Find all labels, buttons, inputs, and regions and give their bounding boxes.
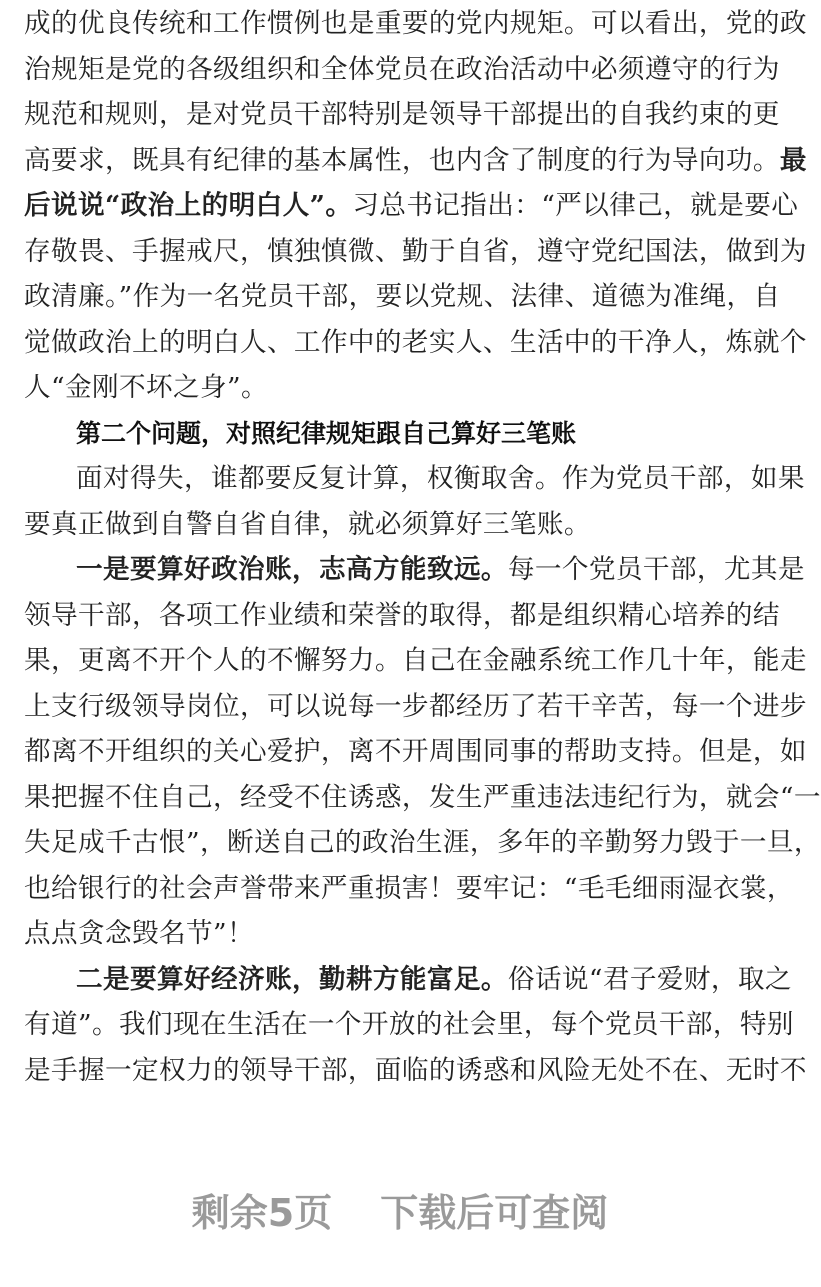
text-line — [76, 546, 805, 594]
text-segment: 是手握一定权力的领导干部，面临的诱惑和风险无处不在、无时不 — [24, 1054, 807, 1086]
text-segment: 每一个党员干部，尤其是 — [507, 554, 805, 585]
text-segment: 人“金刚不坏之身”。 — [24, 372, 268, 403]
text-line — [24, 319, 807, 367]
text-segment: 治规矩是党的各级组织和全体党员在政治活动中必须遵守的行为 — [24, 53, 780, 85]
text-segment: 高要求，既具有纪律的基本属性，也内含了制度的行为导向功。 — [24, 144, 780, 176]
text-line — [24, 91, 780, 139]
text-line — [24, 0, 807, 48]
text-segment: 都离不开组织的关心爱护，离不开周围同事的帮助支持。但是，如 — [24, 736, 807, 767]
bold-text-segment: 第二个问题，对照纪律规矩跟自己算好三笔账 — [76, 418, 577, 448]
text-line — [24, 46, 780, 94]
text-segment: 政清廉。”作为一名党员干部，要以党规、法律、道德为准绳，自 — [24, 281, 781, 312]
text-line — [24, 501, 776, 549]
text-segment: 也给银行的社会声誉带来严重损害！要牢记：“毛毛细雨湿衣裳， — [24, 872, 794, 904]
text-line — [24, 728, 807, 776]
text-segment: 失足成千古恨”，断送自己的政治生涯，多年的辛勤努力毁于一旦， — [24, 827, 821, 858]
bold-text-segment: 一是要算好政治账，志高方能致远。 — [76, 554, 508, 585]
text-segment: 果，更离不开个人的不懈努力。自己在金融系统工作几十年，能走 — [24, 645, 807, 676]
text-line — [24, 637, 807, 685]
text-line — [24, 1047, 807, 1095]
text-line — [24, 182, 799, 230]
text-line — [24, 273, 781, 321]
bold-text-segment: 二是要算好经济账，勤耕方能富足。 — [76, 963, 508, 995]
text-segment: 觉做政治上的明白人、工作中的老实人、生活中的干净人，炼就个 — [24, 326, 807, 358]
section-heading — [76, 410, 576, 458]
text-segment: 有道”。我们现在生活在一个开放的社会里，每个党员干部，特别 — [24, 1009, 794, 1040]
text-segment: 俗话说“君子爱财，取之 — [507, 963, 792, 995]
text-line — [24, 592, 780, 640]
text-line — [24, 865, 794, 913]
text-line — [76, 956, 792, 1004]
text-segment: 成的优良传统和工作惯例也是重要的党内规矩。可以看出，党的政 — [24, 8, 807, 39]
text-line — [24, 1001, 794, 1049]
text-segment: 习总书记指出：“严以律己，就是要心 — [352, 190, 799, 221]
text-segment: 上支行级领导岗位，可以说每一步都经历了若干辛苦，每一个进步 — [24, 690, 807, 722]
text-line — [24, 774, 821, 822]
text-line — [76, 455, 805, 503]
text-segment: 规范和规则，是对党员干部特别是领导干部提出的自我约束的更 — [24, 99, 780, 130]
text-line — [24, 228, 807, 276]
text-segment: 要真正做到自警自省自律，就必须算好三笔账。 — [24, 508, 591, 540]
text-segment: 果把握不住自己，经受不住诱惑，发生严重违法违纪行为，就会“一 — [24, 781, 821, 813]
text-line — [24, 910, 776, 958]
text-segment: 点点贪念毁名节”！ — [24, 918, 254, 949]
text-line — [24, 819, 821, 867]
text-line — [24, 683, 807, 731]
remaining-pages-label: 剩余5页 — [191, 1191, 333, 1235]
text-segment: 领导干部，各项工作业绩和荣誉的取得，都是组织精心培养的结 — [24, 599, 780, 631]
text-line — [24, 137, 807, 185]
download-to-view-label[interactable]: 下载后可查阅 — [380, 1191, 609, 1235]
bold-text-segment: 最 — [779, 144, 807, 176]
bold-text-segment: 后说说“政治上的明白人”。 — [24, 190, 353, 221]
text-line — [24, 364, 776, 412]
text-segment: 存敬畏、手握戒尺，慎独慎微、勤于自省，遵守党纪国法，做到为 — [24, 235, 807, 267]
download-prompt[interactable] — [0, 1183, 800, 1243]
text-segment: 面对得失，谁都要反复计算，权衡取舍。作为党员干部，如果 — [76, 463, 805, 494]
